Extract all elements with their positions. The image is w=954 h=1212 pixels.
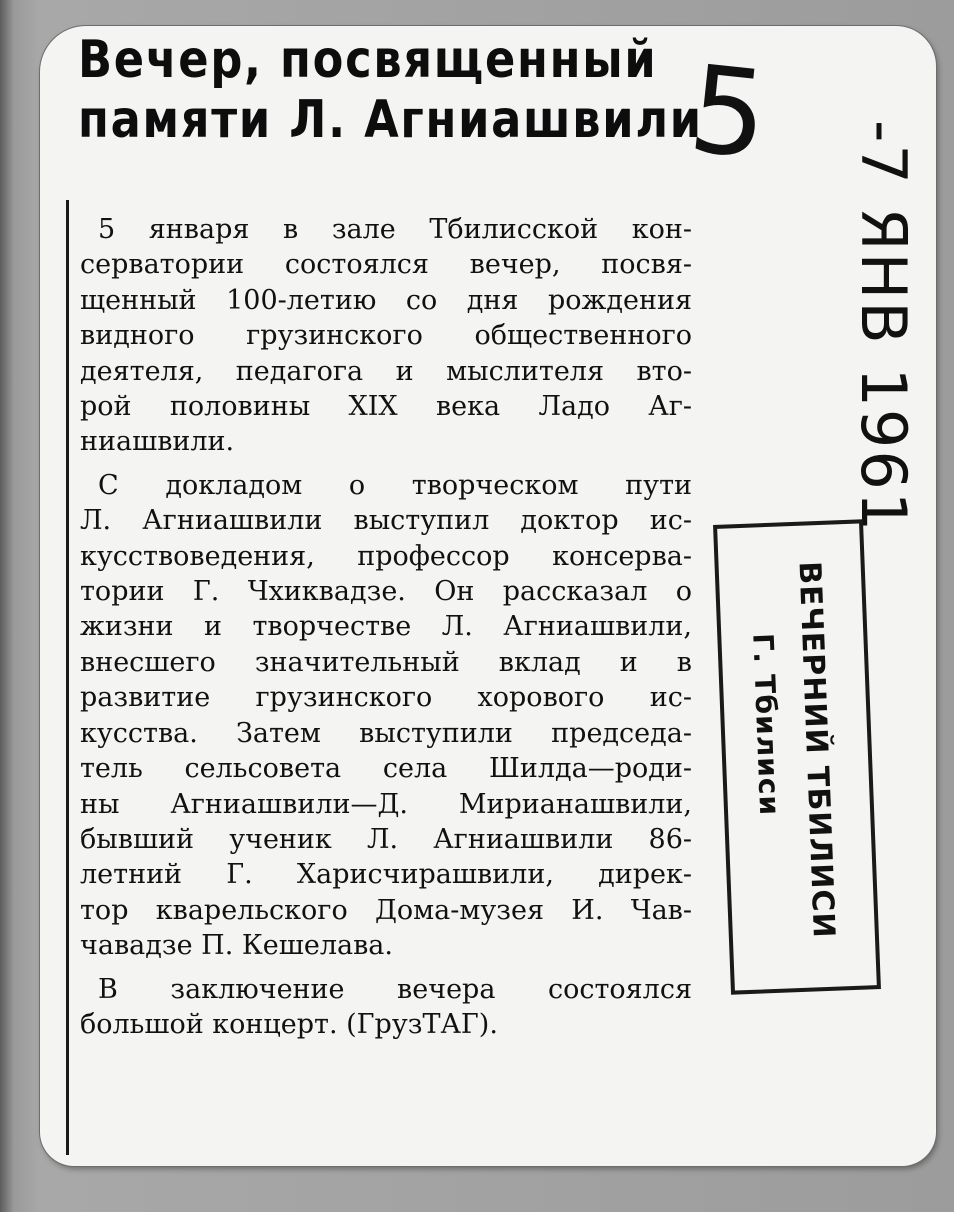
text-line: кусствоведения, профессор консерва- [80, 540, 692, 572]
text-line: серватории состоялся вечер, посвя- [80, 249, 692, 281]
text-line: рой половины XIX века Ладо Аг- [80, 391, 692, 423]
text-line: бывший ученик Л. Агниашвили 86- [80, 823, 692, 855]
text-line: тор кварельского Дома-музея И. Чав- [80, 894, 692, 926]
text-line: С докладом о творческом пути [98, 469, 692, 501]
headline-line-2: памяти Л. Агниашвили [78, 90, 703, 150]
text-line: ниашвили. [80, 426, 235, 458]
article-headline [78, 30, 703, 150]
text-line: деятеля, педагога и мыслителя вто- [80, 355, 692, 387]
paragraph-3 [80, 972, 712, 1043]
text-line: внесшего значительный вклад и в [80, 646, 692, 678]
text-line: большой концерт. (ГрузТАГ). [80, 1008, 498, 1040]
stamp-newspaper-name: ВЕЧЕРНИЙ ТБИЛИСИ [791, 560, 841, 940]
headline-line-1: Вечер, посвященный [78, 30, 658, 90]
article-body [80, 212, 712, 1050]
text-line: В заключение вечера состоялся [98, 973, 692, 1005]
text-line: 5 января в зале Тбилисской кон- [98, 214, 692, 245]
text-line: кусства. Затем выступили председа- [80, 717, 692, 749]
text-line: чавадзе П. Кешелава. [80, 930, 393, 962]
text-line: летний Г. Харисчирашвили, дирек- [80, 859, 692, 891]
text-line: развитие грузинского хорового ис- [80, 682, 692, 714]
stamp-city: Г. Тбилиси [746, 632, 787, 817]
paragraph-1 [80, 212, 712, 460]
text-line: жизни и творчестве Л. Агниашвили, [80, 611, 692, 643]
date-stamp-text: -7 ЯНВ 1961 [847, 120, 920, 534]
text-line: тель сельсовета села Шилда—роди- [80, 753, 692, 785]
column-rule [66, 200, 69, 1155]
paragraph-2 [80, 468, 712, 964]
publication-stamp [713, 519, 881, 994]
text-line: видного грузинского общественного [80, 320, 692, 352]
date-stamp [840, 120, 920, 534]
text-line: Л. Агниашвили выступил доктор ис- [80, 505, 692, 537]
handwritten-number: 5 [683, 40, 774, 187]
text-line: тории Г. Чхиквадзе. Он рассказал о [80, 576, 692, 608]
text-line: щенный 100-летию со дня рождения [80, 284, 692, 316]
text-line: ны Агниашвили—Д. Мирианашвили, [80, 788, 692, 820]
